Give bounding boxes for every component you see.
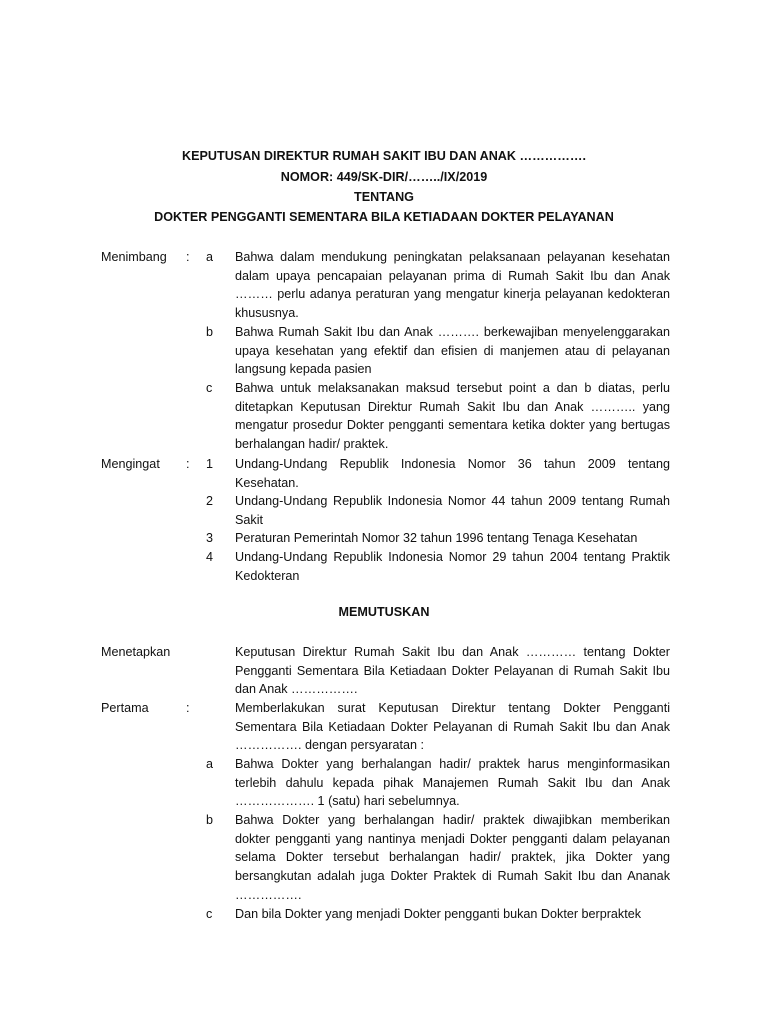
menetapkan-label: Menetapkan [101, 645, 171, 659]
decree-subject: DOKTER PENGGANTI SEMENTARA BILA KETIADAAN DOKTER PELAYANAN [154, 210, 614, 224]
mengingat-marker-1: 1 [206, 457, 214, 471]
mengingat-item-1: Undang-Undang Republik Indonesia Nomor 36 tahun 2009 tentang Kesehatan. [235, 457, 670, 490]
menimbang-item-a: Bahwa dalam mendukung peningkatan pelaksanaan pelayanan kesehatan dalam upaya pencapaian pelayanan prima di Rumah Sakit Ibu dan Anak ……… perlu adanya peraturan yang mengatur kinerja pelayanan kedokteran khususnya. [235, 250, 670, 321]
menimbang-colon: : [186, 250, 190, 264]
mengingat-item-4: Undang-Undang Republik Indonesia Nomor 29 tahun 2004 tentang Praktik Kedokteran [235, 550, 670, 583]
menimbang-marker-b: b [206, 325, 214, 339]
pertama-item-b: Bahwa Dokter yang berhalangan hadir/ praktek diwajibkan memberikan dokter pengganti yang nantinya menjadi Dokter pengganti dalam pelayanan selama Dokter tersebut berhalangan hadir/ praktek, jika Dokter yang bersangkutan adalah juga Dokter Praktek di Rumah Sakit Ibu dan Ananak ……………. [235, 813, 670, 902]
menimbang-label: Menimbang [101, 250, 167, 264]
menimbang-item-b: Bahwa Rumah Sakit Ibu dan Anak ………. berkewajiban menyelenggarakan upaya kesehatan yang efektif dan efisien di manjemen atau di pelayanan langsung kepada pasien [235, 325, 670, 377]
mengingat-marker-3: 3 [206, 531, 214, 545]
mengingat-marker-4: 4 [206, 550, 214, 564]
mengingat-label: Mengingat [101, 457, 160, 471]
memutuskan-heading: MEMUTUSKAN [338, 605, 430, 619]
menimbang-item-c: Bahwa untuk melaksanakan maksud tersebut point a dan b diatas, perlu ditetapkan Keputusan Direktur Rumah Sakit Ibu dan Anak ……….. yang mengatur prosedur Dokter pengganti sementara ketika dokter yang bertugas berhalangan hadir/ praktek. [235, 381, 670, 452]
mengingat-marker-2: 2 [206, 494, 214, 508]
pertama-label: Pertama [101, 701, 149, 715]
menetapkan-text: Keputusan Direktur Rumah Sakit Ibu dan Anak ………… tentang Dokter Pengganti Sementara Bila Ketiadaan Dokter Pelayanan di Rumah Sakit Ibu dan Anak ……………. [235, 645, 670, 697]
decree-about: TENTANG [354, 190, 414, 204]
mengingat-item-2: Undang-Undang Republik Indonesia Nomor 44 tahun 2009 tentang Rumah Sakit [235, 494, 670, 527]
decree-title: KEPUTUSAN DIREKTUR RUMAH SAKIT IBU DAN ANAK ……………. [182, 149, 586, 163]
mengingat-item-3: Peraturan Pemerintah Nomor 32 tahun 1996 tentang Tenaga Kesehatan [235, 531, 638, 545]
pertama-item-c: Dan bila Dokter yang menjadi Dokter pengganti bukan Dokter berpraktek [235, 907, 642, 921]
pertama-marker-b: b [206, 813, 214, 827]
pertama-colon: : [186, 701, 190, 715]
pertama-item-a: Bahwa Dokter yang berhalangan hadir/ praktek harus menginformasikan terlebih dahulu kepada pihak Manajemen Rumah Sakit Ibu dan Anak ………………. 1 (satu) hari sebelumnya. [235, 757, 670, 809]
pertama-marker-a: a [206, 757, 214, 771]
menimbang-marker-a: a [206, 250, 214, 264]
menimbang-marker-c: c [206, 381, 213, 395]
pertama-marker-c: c [206, 907, 213, 921]
pertama-text: Memberlakukan surat Keputusan Direktur tentang Dokter Pengganti Sementara Bila Ketiadaan Dokter Pelayanan di Rumah Sakit Ibu dan Anak ……………. dengan persyaratan : [235, 701, 670, 753]
decree-number: NOMOR: 449/SK-DIR/……../IX/2019 [280, 170, 488, 184]
mengingat-colon: : [186, 457, 190, 471]
